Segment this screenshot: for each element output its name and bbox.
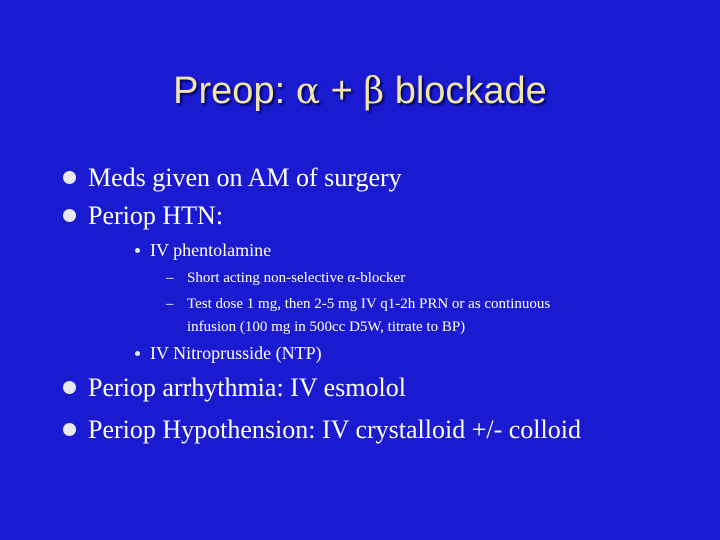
title-suffix: blockade [384,70,547,112]
bullet-arrhythmia [88,373,406,403]
detail-text: Short acting non-selective α-blocker [187,270,406,286]
detail-text: Test dose 1 mg, then 2-5 mg IV q1-2h PRN or as continuous [187,296,551,312]
bullet-periop-htn [88,201,223,231]
detail-infusion [187,316,465,339]
bullet-dot-icon [63,423,76,436]
bullet-dot-icon [63,209,76,222]
bullet-text: Meds given on AM of surgery [88,163,402,192]
bullet-hypotension [88,415,581,445]
title-alpha: α [295,71,321,112]
bullet-meds [88,163,402,193]
bullet-dot-icon [63,171,76,184]
bullet-text: Periop Hypothension: IV crystalloid +/- colloid [88,415,581,444]
sub-bullet-nitroprusside [150,343,322,364]
detail-text: infusion (100 mg in 500cc D5W, titrate to BP) [187,319,466,335]
bullet-dot-icon [63,381,76,394]
detail-short-acting [166,267,406,290]
dash-marker: – [166,270,174,286]
title-beta: β [363,71,385,112]
sub-bullet-text: IV Nitroprusside (NTP) [150,343,322,363]
bullet-dot-icon [135,351,140,356]
bullet-text: Periop HTN: [88,201,224,230]
dash-marker: – [166,296,174,312]
slide-title [0,70,720,113]
title-prefix: Preop: [173,70,296,112]
title-plus: + [320,70,364,112]
bullet-dot-icon [135,248,140,253]
bullet-text: Periop arrhythmia: IV esmolol [88,373,406,402]
sub-bullet-text: IV phentolamine [150,240,272,260]
detail-test-dose [166,293,551,316]
sub-bullet-phentolamine [150,240,271,261]
